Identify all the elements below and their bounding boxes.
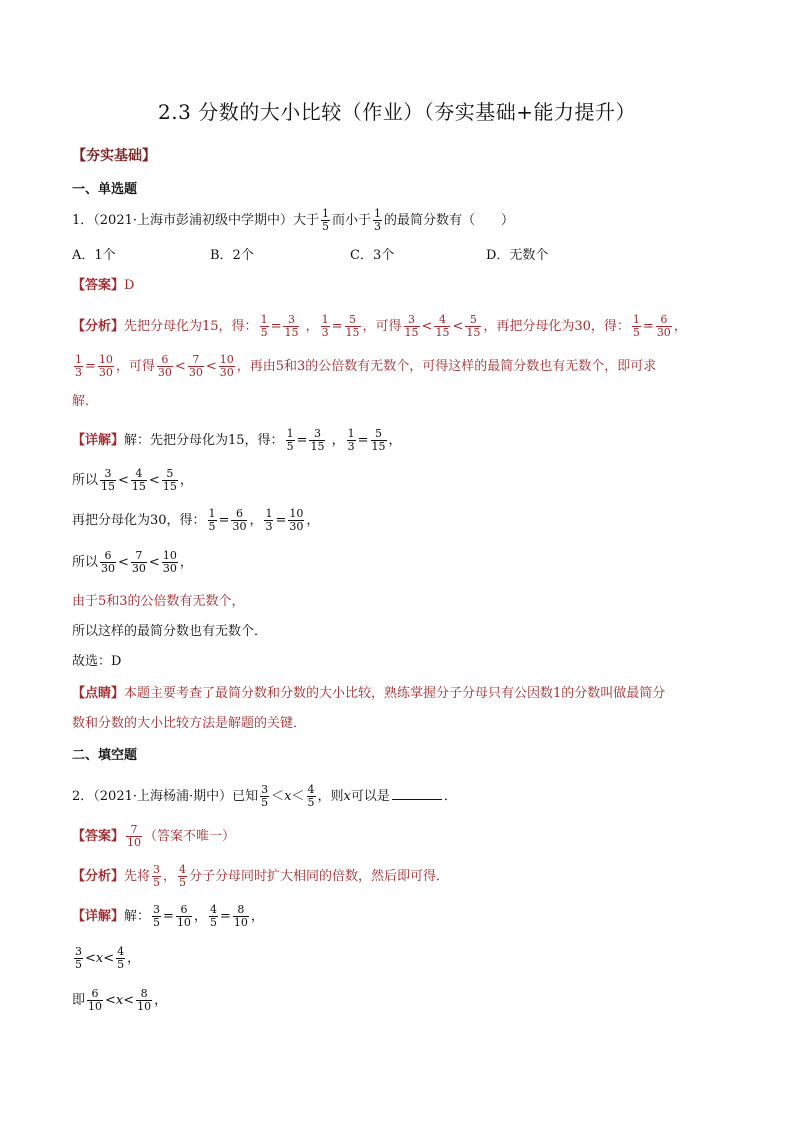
fraction [465, 314, 481, 339]
inline-text: ， [388, 433, 402, 448]
fraction [87, 988, 103, 1013]
inline-text: ， [179, 555, 193, 570]
fraction-denominator: 15 [435, 326, 450, 339]
inline-text: 解：先把分母化为15，得： [124, 433, 284, 448]
fraction [74, 354, 83, 379]
q1-source: （2021·上海市彭浦初级中学期中） [93, 213, 293, 228]
fraction-numerator: 6 [660, 313, 668, 326]
fraction-numerator: 1 [208, 507, 216, 520]
q1-analysis-line-2 [72, 354, 656, 379]
fraction-denominator: 30 [157, 366, 172, 379]
fraction-numerator: 6 [235, 507, 243, 520]
fraction [100, 550, 116, 575]
q1-number: 1． [72, 213, 94, 228]
fraction-numerator: 3 [153, 863, 161, 876]
inline-text: 所以 [72, 555, 99, 570]
fraction-numerator: 4 [438, 313, 446, 326]
fraction-numerator: 10 [289, 507, 304, 520]
fraction-numerator: 5 [469, 313, 477, 326]
fraction-denominator: 15 [466, 326, 481, 339]
fraction [152, 864, 161, 889]
fraction-denominator: 15 [371, 440, 386, 453]
inline-text: ，再由5和3的公倍数有无数个，可得这样的最简分数也有无数个，即可求 [236, 359, 657, 374]
inline-text: 所以 [72, 473, 99, 488]
inline-text: x [95, 951, 104, 966]
fraction-denominator: 5 [208, 520, 216, 533]
fraction [176, 904, 192, 929]
fraction [98, 354, 114, 379]
fraction-denominator: 5 [117, 958, 125, 971]
fraction-numerator: 6 [91, 987, 99, 1000]
option-a: A．1个 [72, 248, 116, 263]
fraction-numerator: 5 [166, 467, 174, 480]
question-2 [72, 784, 457, 809]
inline-text: ， [249, 513, 263, 528]
fraction-numerator: 1 [75, 353, 82, 366]
inline-text: ， [193, 909, 207, 924]
inline-text: x [343, 789, 351, 804]
fraction [152, 904, 161, 929]
fraction-denominator: 30 [188, 366, 203, 379]
fraction [208, 508, 217, 533]
fraction-numerator: 5 [349, 313, 357, 326]
fraction-denominator: 3 [347, 440, 355, 453]
q1-analysis-line-1 [72, 314, 687, 339]
fraction-denominator: 30 [289, 520, 304, 533]
inline-text: < [118, 555, 129, 570]
fraction-denominator: 15 [310, 440, 325, 453]
answer-value: D [124, 278, 135, 293]
q2-analysis [72, 864, 449, 889]
inline-text: ， [154, 993, 168, 1008]
fraction-numerator: 3 [75, 945, 82, 958]
inline-text: = [163, 909, 174, 924]
q1-choice: 故选：D [72, 654, 122, 669]
fraction-denominator: 5 [209, 916, 217, 929]
fraction [136, 988, 152, 1013]
fraction [373, 208, 382, 233]
inline-text: 可以是 [350, 789, 390, 804]
q2-detail-line-1 [72, 904, 264, 929]
inline-text: = [219, 909, 231, 924]
fraction-denominator: 10 [137, 1000, 152, 1013]
q1-comment-line-2: 数和分数的大小比较方法是解题的关键． [72, 716, 307, 731]
inline-text: ， [673, 319, 687, 334]
fraction [288, 508, 304, 533]
fraction-denominator: 5 [260, 326, 268, 339]
fraction-denominator: 3 [265, 520, 273, 533]
inline-text: 分子分母同时扩大相同的倍数，然后即可得． [189, 869, 450, 884]
fraction [321, 208, 330, 233]
fraction [126, 824, 142, 849]
fraction [404, 314, 420, 339]
option-b: B．2个 [210, 248, 254, 263]
fraction-denominator: 15 [101, 480, 116, 493]
fraction-numerator: 7 [130, 823, 138, 836]
fraction-numerator: 8 [237, 903, 245, 916]
fraction-denominator: 5 [322, 220, 330, 233]
inline-text: = [270, 319, 282, 334]
q1-analysis-line-3: 解． [72, 394, 99, 409]
fraction-denominator: 5 [179, 876, 187, 889]
inline-text: = [275, 513, 287, 528]
fraction-numerator: 7 [135, 549, 143, 562]
inline-text: < [452, 319, 464, 334]
inline-text: 再把分母化为30，得： [72, 513, 206, 528]
fraction-numerator: 10 [162, 549, 177, 562]
q1-text: 大于 [293, 213, 320, 228]
fraction-denominator: 3 [75, 366, 82, 379]
inline-text: ． [443, 789, 457, 804]
q1-answer [72, 276, 134, 296]
fraction-denominator: 5 [153, 916, 161, 929]
inline-text: ，可得 [362, 319, 402, 334]
inline-text: 解： [124, 909, 151, 924]
fraction-denominator: 5 [632, 326, 640, 339]
fraction-denominator: 3 [321, 326, 329, 339]
inline-text: < [123, 993, 135, 1008]
fraction [286, 428, 295, 453]
fraction-numerator: 6 [104, 549, 112, 562]
fraction [260, 784, 269, 809]
option-c: C．3个 [350, 248, 395, 263]
fraction-numerator: 5 [375, 427, 383, 440]
q2-detail-line-3 [72, 988, 167, 1013]
fraction-denominator: 15 [284, 326, 299, 339]
inline-text: 即 [72, 993, 86, 1008]
inline-text: < [205, 359, 217, 374]
fraction-denominator: 5 [286, 440, 294, 453]
inline-text: ＜ [291, 789, 305, 804]
fraction-denominator: 15 [345, 326, 360, 339]
fraction [656, 314, 672, 339]
fraction-numerator: 3 [153, 903, 161, 916]
inline-text: 本题主要考查了最简分数和分数的大小比较，熟练掌握分子分母只有公因数1的分数叫做最简分 [124, 686, 666, 701]
inline-text: ， [163, 869, 177, 884]
fraction [157, 354, 173, 379]
inline-text: = [85, 359, 96, 374]
inline-text: < [148, 555, 160, 570]
fraction-numerator: 1 [260, 313, 268, 326]
q1-detail-line-4 [72, 550, 193, 575]
fraction-numerator: 10 [219, 353, 234, 366]
fraction [178, 864, 187, 889]
fraction-numerator: 1 [265, 507, 273, 520]
fraction [347, 428, 356, 453]
fraction-numerator: 4 [307, 783, 315, 796]
fraction-numerator: 4 [179, 863, 187, 876]
fraction-numerator: 3 [287, 313, 295, 326]
fraction [233, 904, 249, 929]
fraction-numerator: 1 [374, 207, 382, 220]
q1-comment-line-1 [72, 684, 665, 704]
inline-text: < [105, 993, 116, 1008]
fraction-numerator: 1 [347, 427, 355, 440]
fraction [632, 314, 641, 339]
q1-options [72, 246, 548, 266]
q2-answer [72, 824, 235, 849]
fraction-numerator: 3 [261, 783, 269, 796]
fraction [74, 946, 83, 971]
inline-text: < [174, 359, 186, 374]
fraction [260, 314, 269, 339]
fraction-numerator: 3 [313, 427, 321, 440]
inline-text: ，则 [317, 789, 344, 804]
q1-detail-line-6: 所以这样的最简分数也有无数个． [72, 624, 268, 639]
fraction [345, 314, 361, 339]
fraction-numerator: 3 [408, 313, 416, 326]
fraction-denominator: 10 [88, 1000, 103, 1013]
fraction [434, 314, 450, 339]
part2-heading: 二、填空题 [72, 748, 138, 763]
inline-text: < [421, 319, 433, 334]
inline-text: ， [305, 319, 319, 334]
q2-number: 2． [72, 789, 94, 804]
fraction-denominator: 30 [98, 366, 113, 379]
fraction-denominator: 30 [131, 562, 146, 575]
inline-text: 先把分母化为15，得： [124, 319, 258, 334]
fraction-denominator: 30 [232, 520, 247, 533]
fraction-denominator: 5 [75, 958, 82, 971]
answer-tag: 【答案】 [72, 278, 125, 293]
fraction [283, 314, 299, 339]
inline-text: < [85, 951, 96, 966]
fraction [309, 428, 325, 453]
inline-text: 已知 [232, 789, 259, 804]
q1-text: 而小于 [332, 213, 372, 228]
inline-text: 先将 [124, 869, 151, 884]
fraction-numerator: 1 [286, 427, 294, 440]
fraction-denominator: 3 [374, 220, 382, 233]
fraction-denominator: 10 [127, 836, 142, 849]
fraction-denominator: 30 [162, 562, 177, 575]
fraction-denominator: 15 [162, 480, 177, 493]
answer-tag: 【答案】 [72, 829, 125, 844]
inline-text: x [115, 993, 124, 1008]
fraction [188, 354, 204, 379]
fraction [209, 904, 218, 929]
fraction [264, 508, 273, 533]
q1-detail-line-5: 由于5和3的公倍数有无数个， [72, 594, 245, 609]
option-d: D．无数个 [486, 248, 549, 263]
fraction [162, 468, 178, 493]
fraction [371, 428, 387, 453]
inline-text: < [103, 951, 115, 966]
section-label: 【夯实基础】 [72, 148, 156, 164]
fraction [131, 468, 147, 493]
fraction [131, 550, 147, 575]
q2-source: （2021·上海杨浦·期中） [93, 789, 233, 804]
fraction-denominator: 5 [153, 876, 161, 889]
fraction-numerator: 1 [321, 313, 329, 326]
inline-text: = [642, 319, 654, 334]
fraction-numerator: 3 [104, 467, 112, 480]
fraction [307, 784, 316, 809]
fraction [162, 550, 178, 575]
detail-tag: 【详解】 [72, 433, 125, 448]
fraction-denominator: 5 [261, 796, 269, 809]
fraction-numerator: 7 [192, 353, 200, 366]
fraction [321, 314, 330, 339]
fraction-denominator: 30 [101, 562, 116, 575]
fraction-denominator: 5 [307, 796, 315, 809]
fraction [231, 508, 247, 533]
fraction [116, 946, 125, 971]
part1-heading: 一、单选题 [72, 182, 138, 197]
fraction-denominator: 10 [233, 916, 248, 929]
fraction-denominator: 30 [656, 326, 671, 339]
q1-text: 的最简分数有（ ） [384, 213, 515, 228]
inline-text: ， [331, 433, 345, 448]
inline-text: = [357, 433, 369, 448]
fraction-numerator: 8 [140, 987, 148, 1000]
inline-text: ， [127, 951, 141, 966]
inline-text: = [296, 433, 308, 448]
fraction-numerator: 4 [209, 903, 217, 916]
fraction [100, 468, 116, 493]
inline-text: ， [306, 513, 320, 528]
analysis-tag: 【分析】 [72, 319, 125, 334]
inline-text: （答案不唯一） [144, 829, 236, 844]
fraction-denominator: 30 [219, 366, 234, 379]
q1-detail-line-3 [72, 508, 319, 533]
inline-text: = [218, 513, 230, 528]
inline-text: ＜ [271, 789, 285, 804]
fraction-denominator: 15 [131, 480, 146, 493]
question-1 [72, 208, 514, 233]
answer-blank [392, 785, 442, 800]
comment-tag: 【点睛】 [72, 686, 125, 701]
inline-text: < [148, 473, 160, 488]
inline-text: ， [250, 909, 264, 924]
page-title: 2.3 分数的大小比较（作业）（夯实基础+能力提升） [158, 100, 636, 124]
fraction-denominator: 10 [176, 916, 191, 929]
detail-tag: 【详解】 [72, 909, 125, 924]
fraction-numerator: 10 [98, 353, 113, 366]
q1-detail-line-1 [72, 428, 402, 453]
analysis-tag: 【分析】 [72, 869, 125, 884]
inline-text: = [331, 319, 343, 334]
fraction-numerator: 4 [117, 945, 125, 958]
q1-detail-line-2 [72, 468, 193, 493]
fraction-numerator: 6 [161, 353, 169, 366]
fraction-numerator: 4 [135, 467, 143, 480]
fraction [219, 354, 235, 379]
inline-text: < [118, 473, 129, 488]
inline-text: ， [179, 473, 193, 488]
inline-text: ，可得 [115, 359, 155, 374]
inline-text: x [284, 789, 292, 804]
fraction-denominator: 15 [404, 326, 419, 339]
q2-detail-line-2 [72, 946, 140, 971]
fraction-numerator: 6 [180, 903, 188, 916]
fraction-numerator: 1 [322, 207, 330, 220]
inline-text: ，再把分母化为30，得： [483, 319, 630, 334]
fraction-numerator: 1 [632, 313, 640, 326]
